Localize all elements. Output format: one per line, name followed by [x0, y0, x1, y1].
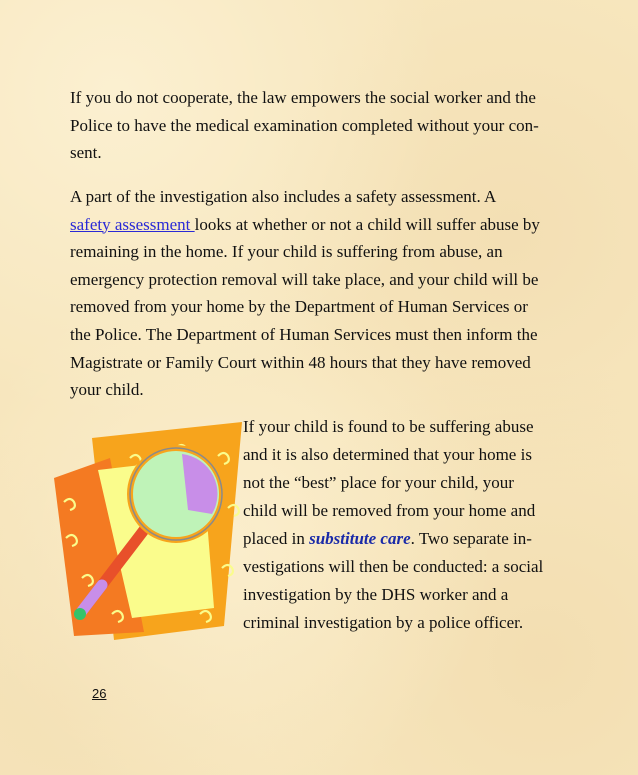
text-line: the Police. The Department of Human Services must then inform the — [70, 324, 538, 344]
magnifier-handle-end-shape — [74, 608, 86, 620]
text-line: criminal investigation by a police officer. — [243, 613, 524, 632]
text-line: removed from your home by the Department of Human Services or — [70, 297, 528, 317]
paragraph-substitute-care — [243, 413, 583, 637]
text-line: sent. — [70, 143, 102, 163]
text-line: If your child is found to be suffering abuse — [243, 417, 534, 436]
text-line: placed in — [243, 529, 310, 548]
text-line: If you do not cooperate, the law empowers the social worker and the — [70, 88, 536, 107]
text-line: investigation by the DHS worker and a — [243, 585, 509, 604]
safety-assessment-link[interactable]: safety assessment — [70, 214, 195, 234]
substitute-care-term: substitute care — [309, 529, 411, 548]
text-line: child will be removed from your home and — [243, 501, 536, 520]
text-line: emergency protection removal will take place, and your child will be — [70, 269, 539, 289]
page-number: 26 — [92, 686, 107, 701]
text-line: Magistrate or Family Court within 48 hours that they have removed — [70, 352, 531, 372]
paragraph-safety-assessment — [70, 183, 570, 404]
text-line: looks at whether or not a child will suffer abuse by — [194, 214, 540, 234]
paragraph-medical-examination — [70, 84, 570, 167]
text-line: . Two separate in- — [410, 529, 532, 548]
text-line: Police to have the medical examination completed without your con- — [70, 115, 539, 135]
text-line: A part of the investigation also includes a safety assessment. A — [70, 187, 497, 206]
text-line: remaining in the home. If your child is suffering from abuse, an — [70, 242, 503, 262]
text-line: your child. — [70, 380, 144, 400]
text-line: and it is also determined that your home is — [243, 445, 532, 464]
text-line: vestigations will then be conducted: a social — [243, 557, 544, 576]
text-line: not the “best” place for your child, your — [243, 473, 514, 492]
magnifying-glass-icon — [52, 418, 248, 646]
